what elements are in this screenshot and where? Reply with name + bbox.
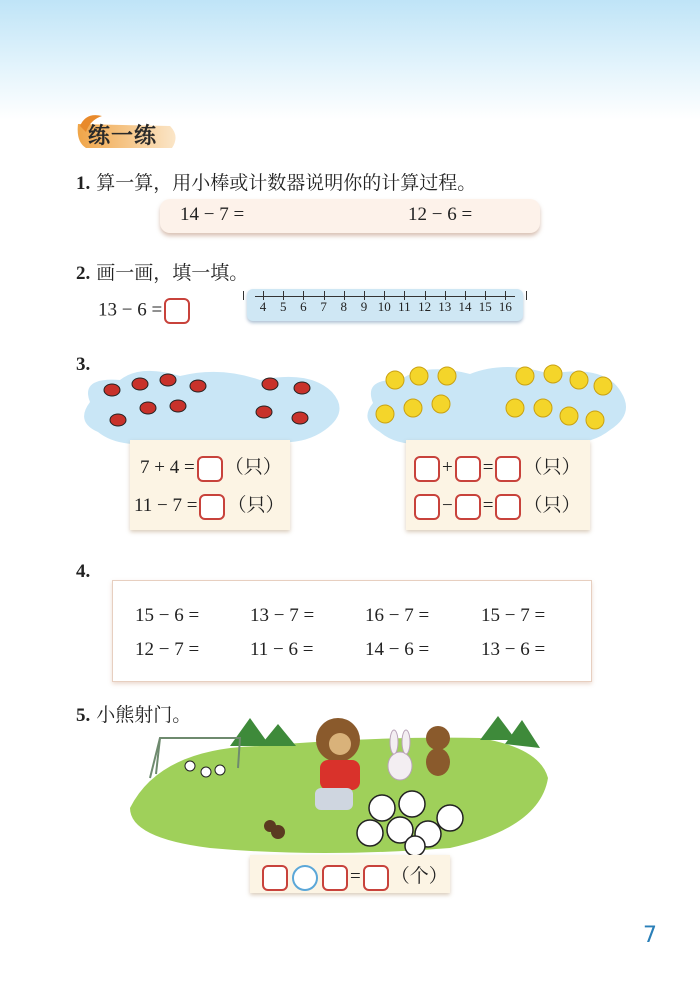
ruler-label: 6 xyxy=(300,299,307,314)
question-1 xyxy=(76,168,476,195)
answer-box[interactable] xyxy=(414,494,440,520)
ruler-label: 14 xyxy=(458,299,472,314)
q4-expr: 13 − 6 = xyxy=(481,639,546,660)
top-background xyxy=(0,0,700,120)
question-text: 小熊射门。 xyxy=(96,704,192,726)
question-number: 2. xyxy=(76,263,91,284)
ruler-label: 15 xyxy=(478,299,492,314)
ruler-tick xyxy=(526,291,527,300)
plus-sign: + xyxy=(442,457,453,478)
equals-sign: = xyxy=(350,866,361,887)
q1-expression-b: 12 − 6 = xyxy=(408,204,473,225)
chick-cloud-illustration xyxy=(355,358,630,453)
bear-soccer-scene-illustration xyxy=(120,708,550,858)
unit-text: （只） xyxy=(224,457,282,478)
answer-box[interactable] xyxy=(455,494,481,520)
section-title: 练一练 xyxy=(88,124,158,149)
question-text: 画一画，填一填。 xyxy=(96,262,249,284)
ruler-label: 9 xyxy=(360,299,368,314)
answer-box[interactable] xyxy=(164,298,190,324)
ruler-label: 7 xyxy=(320,299,327,314)
q4-expr: 15 − 7 = xyxy=(481,605,546,626)
question-number: 5. xyxy=(76,705,91,726)
q4-expr: 14 − 6 = xyxy=(365,639,430,660)
ruler-label: 4 xyxy=(259,299,267,314)
q2-expression xyxy=(98,298,192,324)
answer-box[interactable] xyxy=(262,865,288,891)
answer-box[interactable] xyxy=(414,456,440,482)
section-header xyxy=(72,112,182,154)
q3-left-line-2 xyxy=(134,490,285,520)
question-4 xyxy=(76,560,90,583)
q3-right-line-1 xyxy=(412,452,580,482)
q2-expression-text: 13 − 6 = xyxy=(98,299,163,321)
answer-box[interactable] xyxy=(455,456,481,482)
q4-expr: 16 − 7 = xyxy=(365,605,430,626)
question-number: 3. xyxy=(76,354,91,375)
q3-left-line-1 xyxy=(140,452,282,482)
q3-left-card xyxy=(130,440,290,530)
question-number: 1. xyxy=(76,173,91,194)
answer-box[interactable] xyxy=(495,456,521,482)
expression-text: 7 + 4 = xyxy=(140,457,195,478)
q4-expr: 15 − 6 = xyxy=(135,605,200,626)
q4-exercise-card xyxy=(112,580,592,682)
q1-expression-a: 14 − 7 = xyxy=(180,204,245,225)
ruler-tick xyxy=(243,291,244,300)
unit-text: （只） xyxy=(523,457,581,478)
q1-expression-box xyxy=(160,199,540,233)
q3-right-line-2 xyxy=(412,490,580,520)
question-number: 4. xyxy=(76,561,91,582)
minus-sign: − xyxy=(442,495,453,516)
answer-box[interactable] xyxy=(322,865,348,891)
q3-right-card xyxy=(406,440,590,530)
ruler-label: 12 xyxy=(418,299,432,314)
answer-box[interactable] xyxy=(495,494,521,520)
answer-box[interactable] xyxy=(197,456,223,482)
equals-sign: = xyxy=(482,495,494,516)
equals-sign: = xyxy=(482,457,494,478)
ladybug-cloud-illustration xyxy=(70,362,350,452)
ruler-label: 13 xyxy=(438,299,452,314)
ruler-label: 8 xyxy=(340,299,348,314)
q4-expr: 12 − 7 = xyxy=(135,639,200,660)
number-line-ruler xyxy=(247,289,523,321)
answer-box[interactable] xyxy=(363,865,389,891)
q5-answer-card xyxy=(250,855,450,893)
question-2 xyxy=(76,258,248,285)
question-text: 算一算，用小棒或计数器说明你的计算过程。 xyxy=(96,172,477,194)
ruler-label: 10 xyxy=(377,299,391,314)
operator-circle[interactable] xyxy=(292,865,318,891)
q4-expr: 13 − 7 = xyxy=(250,605,315,626)
page-number: 7 xyxy=(643,923,657,948)
unit-text: （只） xyxy=(227,495,285,516)
expression-text: 11 − 7 = xyxy=(134,495,198,516)
unit-text: （只） xyxy=(523,495,581,516)
answer-box[interactable] xyxy=(199,494,225,520)
ruler-label: 11 xyxy=(398,299,411,314)
q5-answer-line xyxy=(260,861,448,891)
unit-text: （个） xyxy=(390,866,448,887)
ruler-label: 5 xyxy=(279,299,287,314)
q4-expr: 11 − 6 = xyxy=(250,639,314,660)
ruler-label: 16 xyxy=(498,299,512,314)
